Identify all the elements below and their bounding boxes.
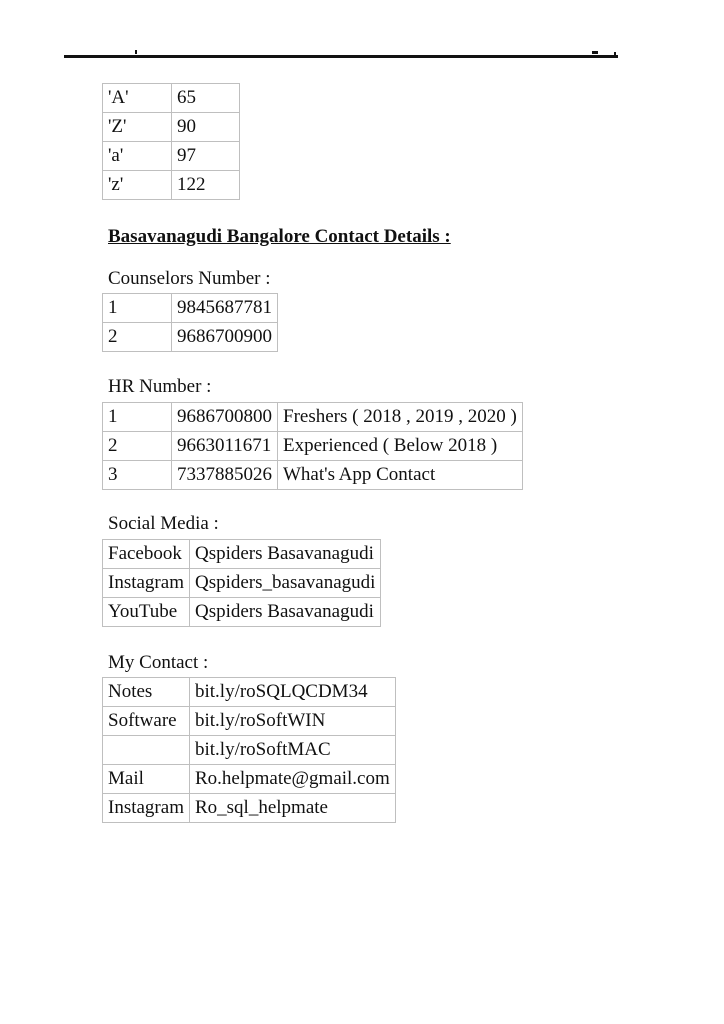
- row-number: 2: [103, 323, 172, 352]
- platform-name: Facebook: [103, 540, 190, 569]
- account-name: Qspiders Basavanagudi: [189, 598, 380, 627]
- contact-value: Ro_sql_helpmate: [189, 794, 395, 823]
- hr-table: [102, 402, 523, 490]
- ascii-char: 'z': [103, 171, 172, 200]
- platform-name: YouTube: [103, 598, 190, 627]
- table-row: [103, 569, 381, 598]
- contact-details-heading: Basavanagudi Bangalore Contact Details :: [108, 226, 451, 247]
- table-row: [103, 113, 240, 142]
- phone-number: 9845687781: [172, 294, 278, 323]
- table-row: [103, 598, 381, 627]
- header-mark: [592, 51, 598, 54]
- phone-number: 9686700800: [172, 403, 278, 432]
- row-number: 3: [103, 461, 172, 490]
- table-row: [103, 403, 523, 432]
- phone-description: Experienced ( Below 2018 ): [278, 432, 523, 461]
- phone-description: What's App Contact: [278, 461, 523, 490]
- table-row: [103, 432, 523, 461]
- table-row: [103, 84, 240, 113]
- table-row: [103, 678, 396, 707]
- table-row: [103, 765, 396, 794]
- ascii-code: 90: [172, 113, 240, 142]
- my-contact-label: My Contact :: [108, 652, 209, 673]
- hr-label: HR Number :: [108, 376, 212, 397]
- phone-number: 9663011671: [172, 432, 278, 461]
- table-row: [103, 540, 381, 569]
- social-media-table: [102, 539, 381, 627]
- counselors-table: [102, 293, 278, 352]
- contact-value: bit.ly/roSoftMAC: [189, 736, 395, 765]
- account-name: Qspiders Basavanagudi: [189, 540, 380, 569]
- ascii-code: 122: [172, 171, 240, 200]
- ascii-code: 97: [172, 142, 240, 171]
- table-row: [103, 707, 396, 736]
- contact-type: Instagram: [103, 794, 190, 823]
- row-number: 2: [103, 432, 172, 461]
- ascii-char: 'A': [103, 84, 172, 113]
- table-row: [103, 461, 523, 490]
- contact-type: Software: [103, 707, 190, 736]
- contact-type: [103, 736, 190, 765]
- my-contact-table: [102, 677, 396, 823]
- row-number: 1: [103, 403, 172, 432]
- phone-number: 9686700900: [172, 323, 278, 352]
- phone-number: 7337885026: [172, 461, 278, 490]
- ascii-table: [102, 83, 240, 200]
- table-row: [103, 736, 396, 765]
- ascii-char: 'Z': [103, 113, 172, 142]
- table-row: [103, 323, 278, 352]
- row-number: 1: [103, 294, 172, 323]
- header-mark: [135, 50, 137, 54]
- platform-name: Instagram: [103, 569, 190, 598]
- contact-value: Ro.helpmate@gmail.com: [189, 765, 395, 794]
- contact-type: Notes: [103, 678, 190, 707]
- counselors-label: Counselors Number :: [108, 268, 271, 289]
- header-rule: [64, 55, 618, 58]
- contact-value: bit.ly/roSQLQCDM34: [189, 678, 395, 707]
- table-row: [103, 794, 396, 823]
- table-row: [103, 294, 278, 323]
- ascii-char: 'a': [103, 142, 172, 171]
- account-name: Qspiders_basavanagudi: [189, 569, 380, 598]
- ascii-code: 65: [172, 84, 240, 113]
- contact-value: bit.ly/roSoftWIN: [189, 707, 395, 736]
- table-row: [103, 142, 240, 171]
- phone-description: Freshers ( 2018 , 2019 , 2020 ): [278, 403, 523, 432]
- contact-type: Mail: [103, 765, 190, 794]
- social-media-label: Social Media :: [108, 513, 219, 534]
- header-mark: [614, 52, 616, 55]
- table-row: [103, 171, 240, 200]
